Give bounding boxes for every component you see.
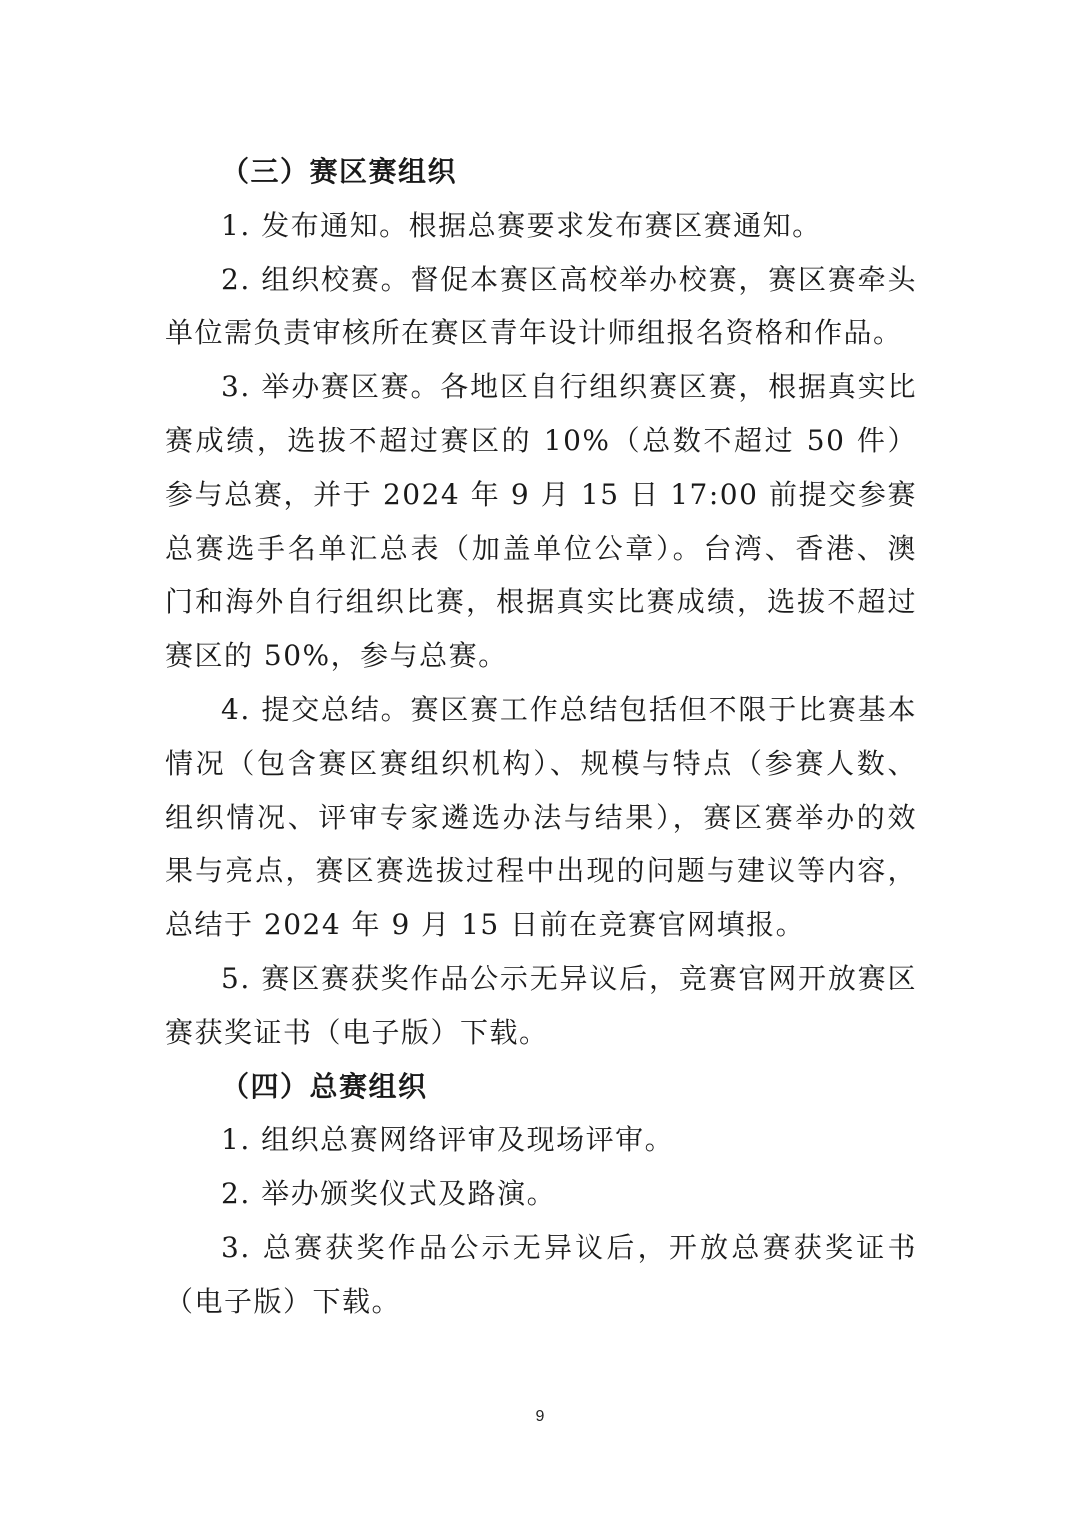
paragraph-region-certificates: 5. 赛区赛获奖作品公示无异议后，竞赛官网开放赛区赛获奖证书（电子版）下载。 xyxy=(165,961,917,1049)
page-number: 9 xyxy=(535,1408,545,1425)
paragraph-school-competition: 2. 组织校赛。督促本赛区高校举办校赛，赛区赛牵头单位需负责审核所在赛区青年设计师组报名资格和作品。 xyxy=(165,262,917,350)
paragraph-hold-region-competition: 3. 举办赛区赛。各地区自行组织赛区赛，根据真实比赛成绩，选拔不超过赛区的 10%（总数不超过 50 件）参与总赛，并于 2024 年 9 月 15 日 17:00 前提交参赛总赛选手名单汇总表（加盖单位公章）。台湾、香港、澳门和海外自行组织比赛，根据真实比赛成绩，选拔不超过赛区的 50%，参与总赛。 xyxy=(165,370,917,673)
paragraph-submit-summary: 4. 提交总结。赛区赛工作总结包括但不限于比赛基本情况（包含赛区赛组织机构）、规模与特点（参赛人数、组织情况、评审专家遴选办法与结果），赛区赛举办的效果与亮点，赛区赛选拔过程中出现的问题与建议等内容，总结于 2024 年 9 月 15 日前在竞赛官网填报。 xyxy=(165,692,917,942)
section-heading-region-competition: （三）赛区赛组织 xyxy=(221,155,458,188)
document-body xyxy=(165,145,917,1329)
paragraph-release-notice: 1. 发布通知。根据总赛要求发布赛区赛通知。 xyxy=(221,208,822,242)
paragraph-award-ceremony: 2. 举办颁奖仪式及路演。 xyxy=(221,1177,557,1211)
paragraph-final-review: 1. 组织总赛网络评审及现场评审。 xyxy=(221,1123,675,1157)
section-heading-final-competition: （四）总赛组织 xyxy=(221,1069,428,1103)
paragraph-final-certificates: 3. 总赛获奖作品公示无异议后，开放总赛获奖证书（电子版）下载。 xyxy=(165,1230,917,1318)
